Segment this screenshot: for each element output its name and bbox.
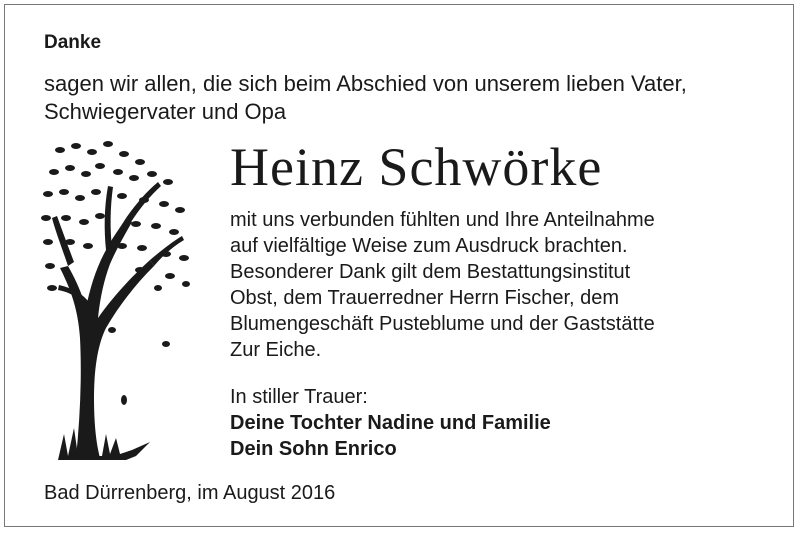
- body-line: auf vielfältige Weise zum Ausdruck brachten.: [230, 235, 628, 257]
- intro-line: sagen wir allen, die sich beim Abschied von unserem lieben Vater,: [44, 71, 687, 96]
- body-line: Zur Eiche.: [230, 339, 322, 361]
- mourning-block: [230, 384, 551, 462]
- family-member: Dein Sohn Enrico: [230, 438, 397, 460]
- family-member: Deine Tochter Nadine und Familie: [230, 412, 551, 434]
- place-date: Bad Dürrenberg, im August 2016: [44, 482, 336, 504]
- body-line: Besonderer Dank gilt dem Bestattungsinstitut: [230, 261, 631, 283]
- greeting-heading: Danke: [44, 32, 102, 53]
- intro-line: Schwiegervater und Opa: [44, 99, 287, 124]
- body-line: Obst, dem Trauerredner Herrn Fischer, dem: [230, 287, 620, 309]
- body-line: mit uns verbunden fühlten und Ihre Anteilnahme: [230, 209, 655, 231]
- body-line: Blumengeschäft Pusteblume und der Gaststätte: [230, 313, 655, 335]
- deceased-name: Heinz Schwörke: [230, 137, 603, 197]
- mourning-intro: In stiller Trauer:: [230, 386, 368, 408]
- tree-illustration-icon: [40, 138, 190, 468]
- intro-text: [44, 70, 784, 126]
- thanks-body: [230, 207, 790, 363]
